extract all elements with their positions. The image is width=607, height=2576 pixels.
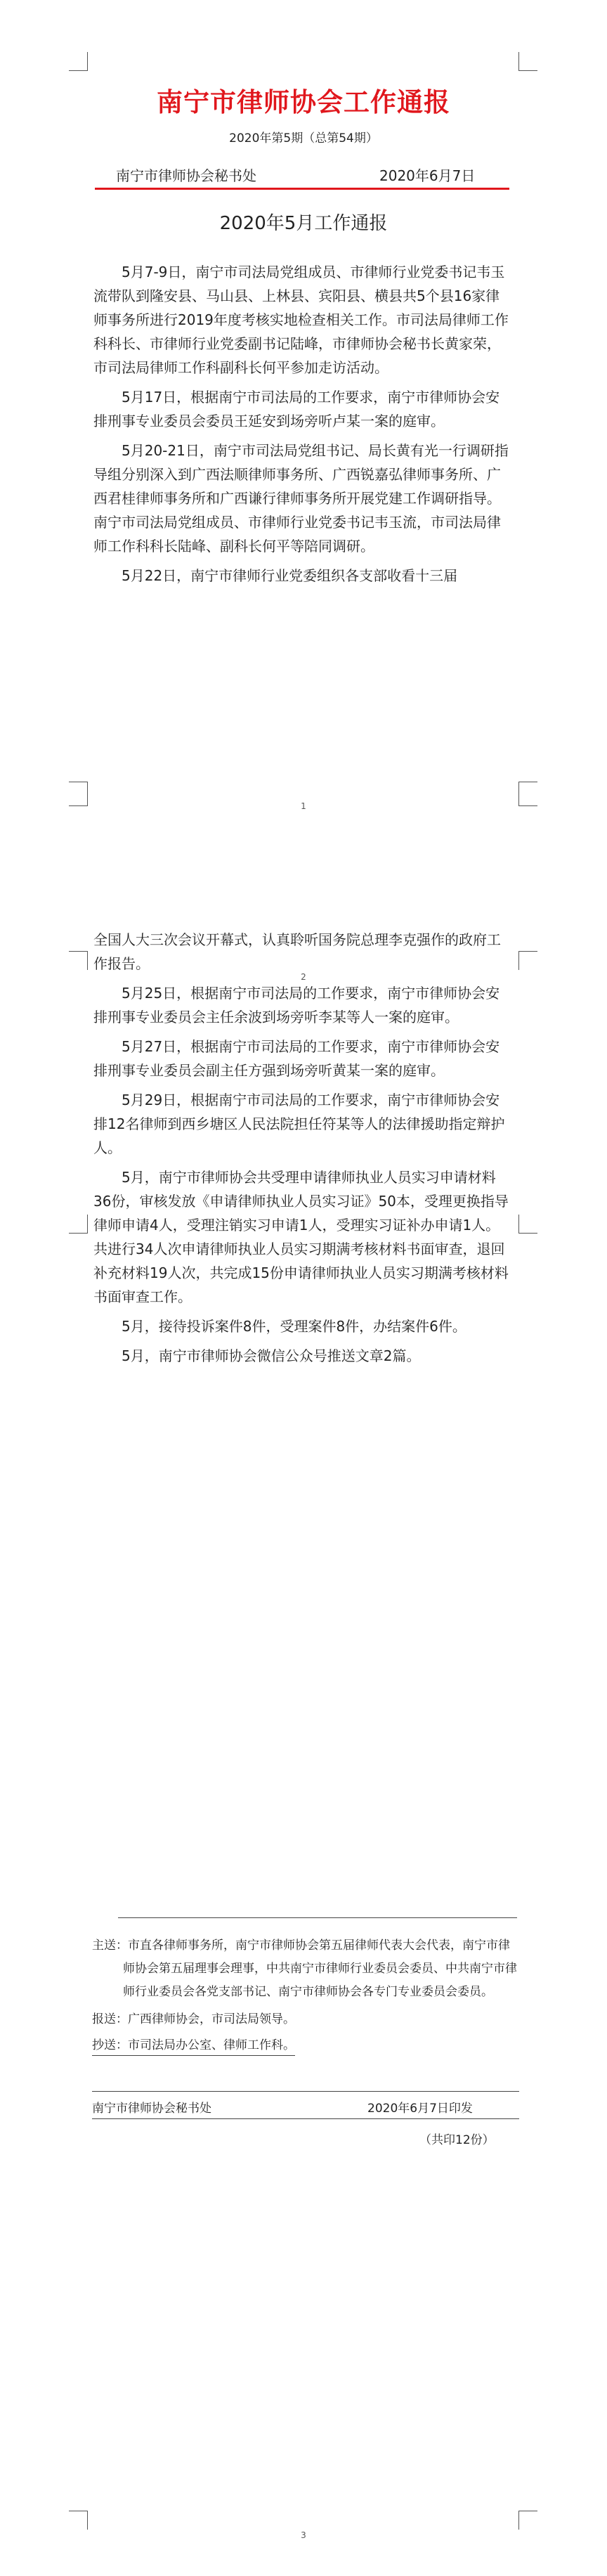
body-page-2 <box>93 928 514 1373</box>
distribution-block <box>92 1934 519 2057</box>
crop-mark-top-left <box>69 52 88 71</box>
issuing-office: 南宁市律师协会秘书处 <box>116 167 256 184</box>
paragraph-continuation: 全国人大三次会议开幕式，认真聆听国务院总理李克强作的政府工作报告。 <box>93 931 501 972</box>
report-recipients: 报送：广西律师协会，市司法局领导。 <box>92 2012 295 2026</box>
crop-mark-bottom-left <box>69 951 88 970</box>
paragraph: 5月，南宁市律师协会共受理申请律师执业人员实习申请材料36份，审核发放《申请律师执业人员实习证》50本，受理更换指导律师申请4人，受理注销实习申请1人，受理实习证补办申请1人。共进行34人次申请律师执业人员实习期满考核材料书面审查，退回补充材料19人次，共完成15份申请律师执业人员实习期满考核材料书面审查工作。 <box>93 1169 509 1305</box>
paragraph: 5月29日，根据南宁市司法局的工作要求，南宁市律师协会安排12名律师到西乡塘区人民法院担任符某等人的法律援助指定辩护人。 <box>93 1092 505 1156</box>
issue-number: 2020年第5期（总第54期） <box>229 131 378 145</box>
page-2 <box>0 865 607 1694</box>
paragraph: 5月，接待投诉案件8件，受理案件8件，办结案件6件。 <box>122 1318 466 1335</box>
crop-mark-bottom-right <box>518 951 537 970</box>
distribution-top-rule <box>118 1917 517 1918</box>
copies-count: （共印12份） <box>419 2133 495 2147</box>
crop-mark-bottom-right <box>518 2511 537 2530</box>
paragraph: 5月，南宁市律师协会微信公众号推送文章2篇。 <box>122 1347 421 1364</box>
crop-mark-bottom-left <box>69 2511 88 2530</box>
print-date: 2020年6月7日印发 <box>367 2102 473 2116</box>
crop-mark-top-left <box>69 787 88 806</box>
cc-recipients: 抄送：市司法局办公室、律师工作科。 <box>92 2035 295 2056</box>
paragraph: 5月7-9日，南宁市司法局党组成员、市律师行业党委书记韦玉流带队到隆安县、马山县、上林县、宾阳县、横县共5个县16家律师事务所进行2019年度考核实地检查相关工作。市司法局律师工作科科长、市律师行业党委副书记陆峰，市律师协会秘书长黄家荣，市司法局律师工作科副科长何平参加走访活动。 <box>93 264 509 376</box>
crop-mark-top-right <box>518 1215 537 1234</box>
crop-mark-top-right <box>518 52 537 71</box>
red-divider <box>95 188 509 190</box>
paragraph: 5月20-21日，南宁市司法局党组书记、局长黄有光一行调研指导组分别深入到广西法顺律师事务所、广西锐嘉弘律师事务所、广西君桂律师事务所和广西谦行律师事务所开展党建工作调研指导。南宁市司法局党组成员、市律师行业党委书记韦玉流，市司法局律师工作科科长陆峰、副科长何平等陪同调研。 <box>93 442 509 555</box>
print-office: 南宁市律师协会秘书处 <box>92 2102 211 2116</box>
print-info-bottom-rule <box>92 2118 519 2119</box>
paragraph: 5月22日，南宁市律师行业党委组织各支部收看十三届 <box>122 567 458 584</box>
crop-mark-top-right <box>518 787 537 806</box>
paragraph: 5月25日，根据南宁市司法局的工作要求，南宁市律师协会安排刑事专业委员会主任余波到场旁听李某等人一案的庭审。 <box>93 985 500 1025</box>
cc-row <box>92 2034 519 2057</box>
issue-date: 2020年6月7日 <box>379 167 476 184</box>
main-recipients-label: 主送： <box>92 1939 128 1953</box>
document-title: 南宁市律师协会工作通报 <box>157 87 450 117</box>
body-page-1 <box>93 260 514 588</box>
paragraph: 5月27日，根据南宁市司法局的工作要求，南宁市律师协会安排刑事专业委员会副主任方强到场旁听黄某一案的庭审。 <box>93 1038 500 1079</box>
page-number: 3 <box>301 2530 306 2540</box>
print-info-top-rule <box>92 2091 519 2092</box>
crop-mark-top-left <box>69 1215 88 1234</box>
main-recipients-text: 市直各律师事务所，南宁市律师协会第五届律师代表大会代表，南宁市律师协会第五届理事会理事，中共南宁市律师行业委员会委员、中共南宁市律师行业委员会各党支部书记、南宁市律师协会各专门专业委员会委员。 <box>123 1939 517 1999</box>
page-number: 1 <box>301 801 306 811</box>
paragraph: 5月17日，根据南宁市司法局的工作要求，南宁市律师协会安排刑事专业委员会委员王延安到场旁听卢某一案的庭审。 <box>93 389 500 429</box>
page-number: 2 <box>301 972 306 982</box>
report-subtitle: 2020年5月工作通报 <box>219 213 388 234</box>
page-1 <box>0 0 607 819</box>
main-recipients <box>92 1934 519 2004</box>
